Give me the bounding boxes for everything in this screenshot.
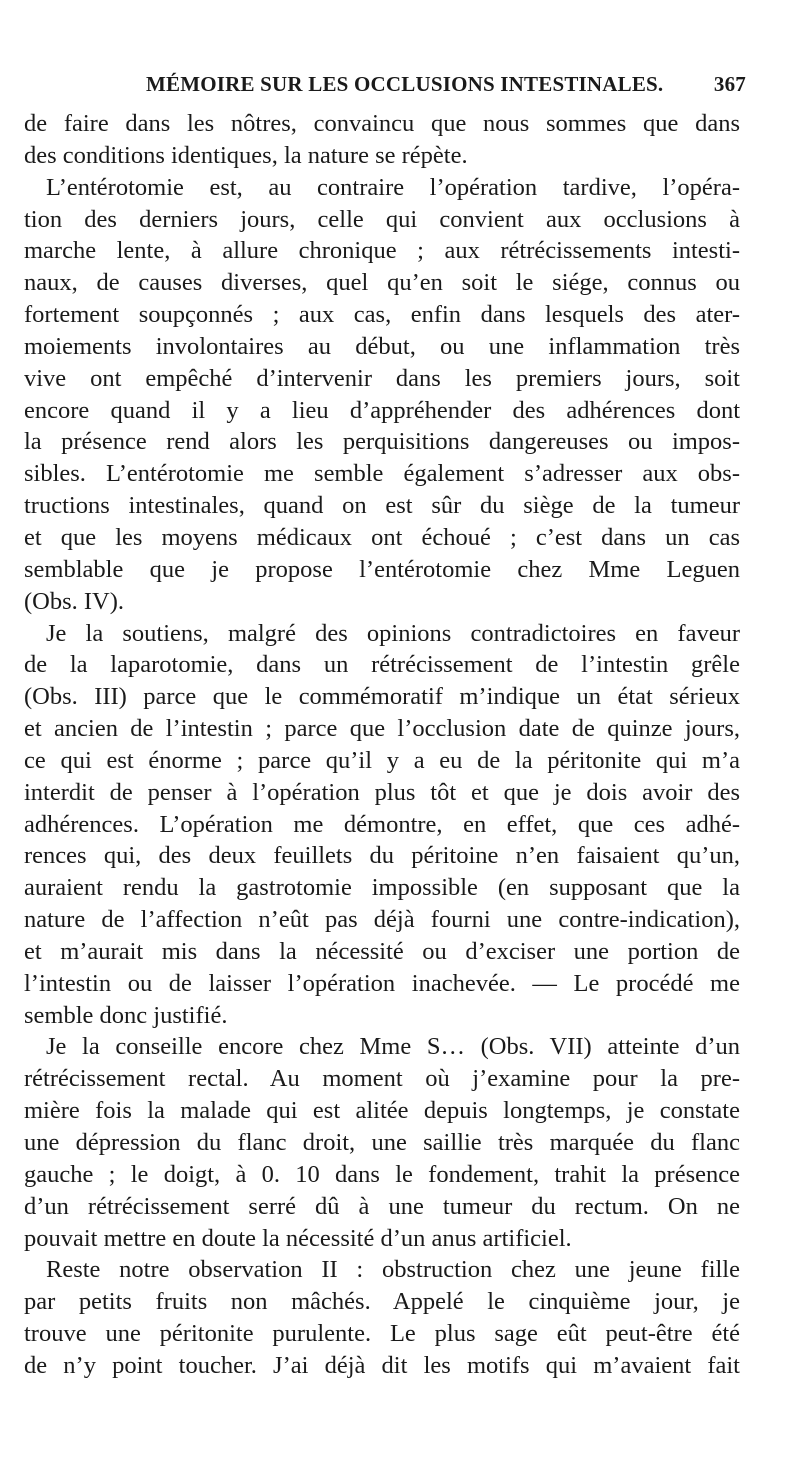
text-line: interdit de penser à l’opération plus tôt et que je dois avoir des xyxy=(24,778,740,806)
text-line: vive ont empêché d’intervenir dans les premiers jours, soit xyxy=(24,364,740,392)
text-line: moiements involontaires au début, ou une inflammation très xyxy=(24,332,740,360)
text-line: encore quand il y a lieu d’appréhender des adhérences dont xyxy=(24,396,740,424)
text-line: sibles. L’entérotomie me semble également s’adresser aux obs- xyxy=(24,460,740,488)
text-line: pouvait mettre en doute la nécessité d’un anus artificiel. xyxy=(24,1224,572,1252)
text-line: et m’aurait mis dans la nécessité ou d’exciser une portion de xyxy=(24,937,740,965)
text-line: et ancien de l’intestin ; parce que l’occlusion date de quinze jours, xyxy=(24,715,740,743)
text-line: (Obs. IV). xyxy=(24,587,125,615)
text-line: Reste notre observation II : obstruction chez une jeune fille xyxy=(46,1256,740,1284)
text-line: tion des derniers jours, celle qui convient aux occlusions à xyxy=(24,205,740,233)
text-line: fortement soupçonnés ; aux cas, enfin dans lesquels des ater- xyxy=(24,301,740,329)
text-line: naux, de causes diverses, quel qu’en soit le siége, connus ou xyxy=(24,269,740,297)
text-line: L’entérotomie est, au contraire l’opération tardive, l’opéra- xyxy=(46,173,740,201)
page-number: 367 xyxy=(713,72,746,96)
text-line: (Obs. III) parce que le commémoratif m’indique un état sérieux xyxy=(24,683,740,711)
body-text xyxy=(24,108,740,1382)
text-line: nature de l’affection n’eût pas déjà fourni une contre-indication), xyxy=(24,906,740,934)
text-line: Je la soutiens, malgré des opinions contradictoires en faveur xyxy=(46,619,740,647)
text-line: par petits fruits non mâchés. Appelé le cinquième jour, je xyxy=(24,1288,740,1316)
text-line: marche lente, à allure chronique ; aux rétrécissements intesti- xyxy=(24,237,740,265)
text-line: tructions intestinales, quand on est sûr du siège de la tumeur xyxy=(24,492,740,520)
text-line: trouve une péritonite purulente. Le plus sage eût peut-être été xyxy=(24,1320,740,1348)
text-line: d’un rétrécissement serré dû à une tumeur du rectum. On ne xyxy=(24,1192,740,1220)
text-line: auraient rendu la gastrotomie impossible (en supposant que la xyxy=(24,874,740,902)
running-title: MÉMOIRE SUR LES OCCLUSIONS INTESTINALES. xyxy=(146,72,664,96)
text-line: ce qui est énorme ; parce qu’il y a eu de la péritonite qui m’a xyxy=(24,746,740,774)
text-line: gauche ; le doigt, à 0. 10 dans le fondement, trahit la présence xyxy=(24,1160,740,1188)
text-line: semblable que je propose l’entérotomie chez Mme Leguen xyxy=(24,555,740,583)
text-line: rétrécissement rectal. Au moment où j’examine pour la pre- xyxy=(24,1065,740,1093)
running-head xyxy=(24,72,746,100)
text-line: Je la conseille encore chez Mme S… (Obs. VII) atteinte d’un xyxy=(46,1033,740,1061)
text-line: adhérences. L’opération me démontre, en effet, que ces adhé- xyxy=(24,810,740,838)
text-line: semble donc justifié. xyxy=(24,1001,228,1029)
text-line: de n’y point toucher. J’ai déjà dit les motifs qui m’avaient fait xyxy=(24,1351,740,1379)
text-line: l’intestin ou de laisser l’opération inachevée. — Le procédé me xyxy=(24,969,740,997)
text-line: la présence rend alors les perquisitions dangereuses ou impos- xyxy=(24,428,740,456)
text-line: une dépression du flanc droit, une saillie très marquée du flanc xyxy=(24,1129,740,1156)
text-line: de la laparotomie, dans un rétrécissement de l’intestin grêle xyxy=(24,651,740,679)
text-line: des conditions identiques, la nature se répète. xyxy=(24,141,468,169)
text-line: rences qui, des deux feuillets du péritoine n’en faisaient qu’un, xyxy=(24,842,740,870)
text-line: mière fois la malade qui est alitée depuis longtemps, je constate xyxy=(24,1097,740,1125)
text-line: de faire dans les nôtres, convaincu que nous sommes que dans xyxy=(24,110,740,137)
text-line: et que les moyens médicaux ont échoué ; c’est dans un cas xyxy=(24,523,740,551)
